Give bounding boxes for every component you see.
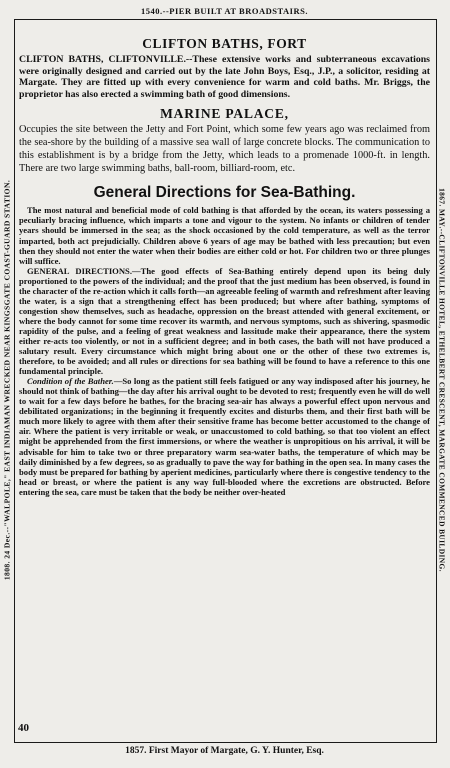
condition-text: —So long as the patient still feels fatigued or any way indisposed after his journey, he should not think of bathing—the day after his arrival ought to be devoted to rest; frequently even he will do well to wait for a few days before he bathes, for the bracing sea-air has always a powerful effect upon nervous and debilitated organizations; in the beginning it frequently excites and disturbs them, and their first bath will be much more likely to agree with them after their sensitive frame has become better accustomed to the change of air. Where the patient is very irritable or weak, or unaccustomed to cold bathing, so that too violent an effect might be apprehended from the first immersions, or where the weather is unpropitious on his arrival, it will be advisable for him to take two or three preparatory warm sea-water baths, the temperature of which may be daily diminished by a few degrees, so as gradually to pave the way for bathing in the open sea. In many cases the body must be prepared for bathing by aperient medicines, particularly where there is congestive tendency to the head or breast, or where the patient is any way full-blooded where the excretions are obstructed. Before entering the sea, care must be taken that the body be neither over-heated [19, 376, 430, 497]
page-content [19, 22, 430, 738]
left-timeline-strip [0, 19, 14, 741]
clifton-baths-text: CLIFTON BATHS, CLIFTONVILLE.--These extensive works and subterraneous excavations were originally designed and carried out by the late John Boys, Esq., J.P., a solicitor, residing at Margate. They are fitted up with every convenience for warm and cold baths. Mr. Briggs, the proprietor has also erected a swimming bath of good dimensions. [19, 54, 430, 100]
article-body [19, 205, 430, 496]
right-timeline-text: 1867. MAY.--CLIFTONVILLE HOTEL, ETHELBERT CRESCENT, MARGATE COMMENCED BUILDING. [437, 188, 447, 572]
article-paragraph-1: The most natural and beneficial mode of cold bathing is that afforded by the ocean, its waters possessing a peculiarly bracing influence, which imparts a tone and vigour to the system. No infants or children of tender years should be immersed in the sea; as the shock occasioned by the cold temperature, as well as the terror imparted, both act prejudicially. Children above 6 years of age may be bathed with less precaution; but even then they should not enter the water when their bodies are either cold or hot. For children two or three plunges will suffice. [19, 205, 430, 266]
marine-palace-text: Occupies the site between the Jetty and Fort Point, which some few years ago was reclaimed from the sea-shore by the building of a massive sea wall of large concrete blocks. The communication to this establishment is by a bridge from the Jetty, which leads to a promenade 1000-ft. in length. There are two large swimming baths, ball-room, billiard-room, etc. [19, 124, 430, 175]
bottom-timeline-strip: 1857. First Mayor of Margate, G. Y. Hunter, Esq. [125, 746, 324, 756]
condition-heading: Condition of the Bather. [27, 376, 114, 387]
left-timeline-text: 1808. 24 Dec.--"WALPOLE," EAST INDIAMAN WRECKED NEAR KINGSGATE COAST-GUARD STATION. [2, 179, 12, 581]
article-paragraph-3 [19, 376, 430, 497]
article-title: General Directions for Sea-Bathing. [93, 184, 356, 202]
general-directions-heading: GENERAL DIRECTIONS. [27, 265, 132, 276]
general-directions-text: —The good effects of Sea-Bathing entirely depend upon its being duly proportioned to the powers of the individual; and the proof that the just medium has been observed, is found in the character of the re-action which it calls forth—an agreeable feeling of warmth and refreshment after leaving the water, is a sign that a strengthening effect has been produced; but where after bathing, symptoms of congestion show themselves, such as headache, oppression on the breast attended with general excitement, or where the body cannot for some time recover its warmth, and nervous symptoms, such as shivering, spasmodic rapidity of the pulse, and a feeling of great weakness and lassitude make their appearance, there the system either re-acts too violently, or not in a sufficient degree; and in both cases, the bath will not have produced a salutary result. Every circumstance which might bring about one or the other of these two extremes is, therefore, to be avoided; and all rules or directions for sea bathing will be found to have a reference to this one fundamental principle. [19, 265, 430, 377]
page-number: 40 [18, 722, 29, 734]
clifton-baths-title: CLIFTON BATHS, FORT [142, 36, 307, 51]
right-timeline-strip [435, 19, 450, 741]
top-timeline-strip: 1540.--PIER BUILT AT BROADSTAIRS. [141, 6, 308, 16]
article-paragraph-2 [19, 266, 430, 377]
marine-palace-title: MARINE PALACE, [160, 106, 289, 122]
